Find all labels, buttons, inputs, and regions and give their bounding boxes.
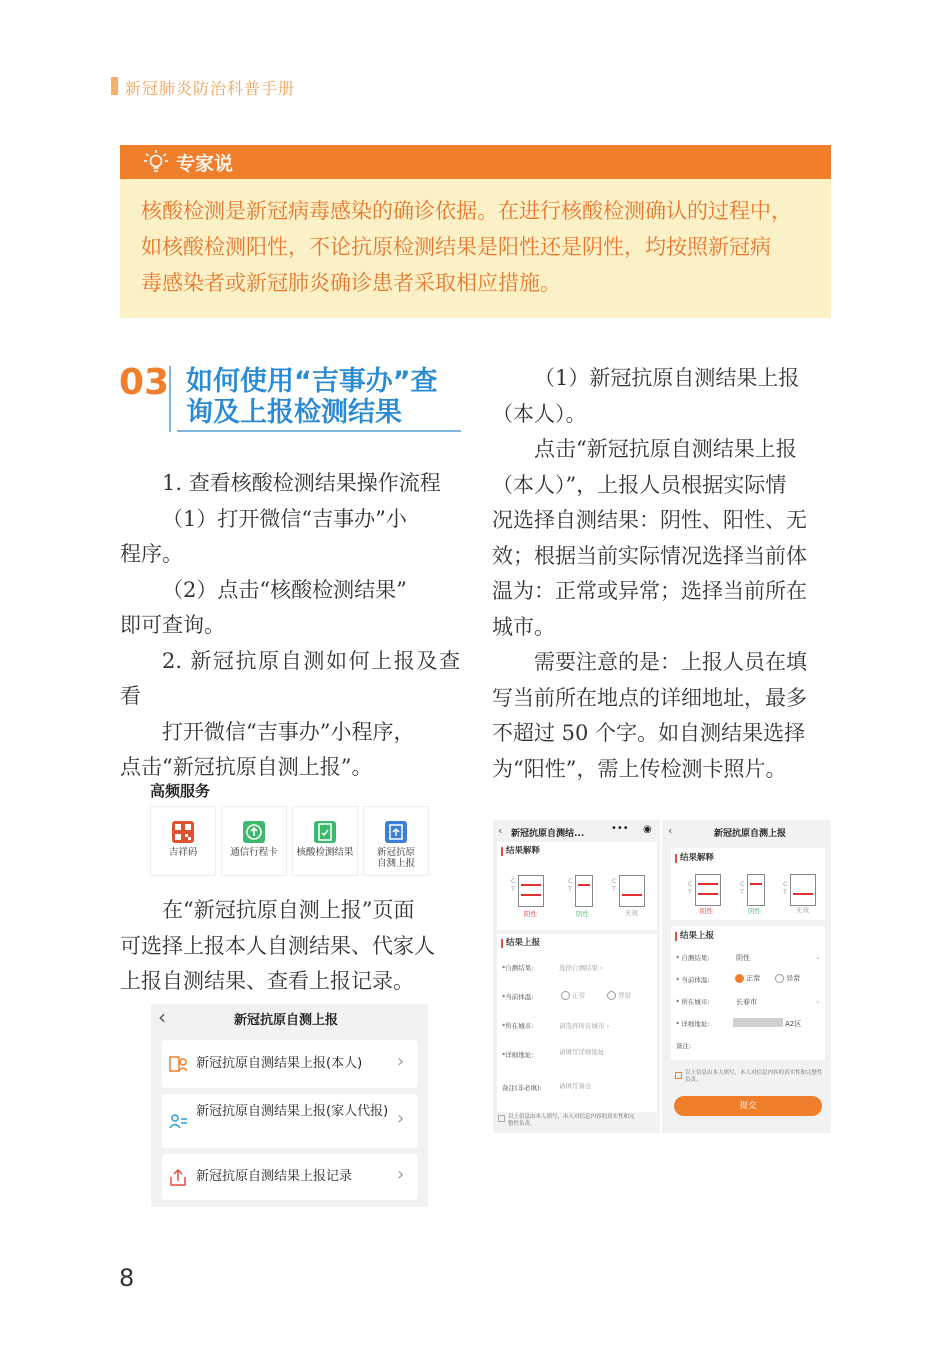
field-label: * 详细地址: xyxy=(676,1020,710,1028)
chevron-down-icon: ⌄ xyxy=(815,953,821,961)
service-tile-label: 新冠抗原 自测上报 xyxy=(376,847,415,869)
qr-code-icon xyxy=(171,820,195,844)
test-kit-invalid xyxy=(619,875,645,907)
kit-label: 阳性 xyxy=(524,910,537,918)
submit-button[interactable]: 提交 xyxy=(674,1096,822,1116)
field-label: 备注(非必填): xyxy=(502,1084,542,1092)
right-column-text xyxy=(492,361,831,787)
close-target-icon[interactable]: ◉ xyxy=(643,824,652,835)
running-header: 新冠肺炎防治科普手册 xyxy=(125,79,296,98)
expert-box-title: 专家说 xyxy=(176,153,234,175)
kit-label: 阴性 xyxy=(748,907,761,915)
menu-item-label: 新冠抗原自测结果上报(本人) xyxy=(196,1056,363,1071)
paragraph: 在“新冠抗原自测上报”页面 xyxy=(162,898,415,922)
paragraph: （1）打开微信“吉事办”小 xyxy=(162,506,407,531)
paragraph: （本人）”，上报人员根据实际情 xyxy=(492,472,787,497)
test-kit-positive xyxy=(518,875,544,907)
form-screen-b xyxy=(662,820,831,1133)
upload-record-icon xyxy=(168,1167,188,1187)
paragraph: 2. 新冠抗原自测如何上报及查看 xyxy=(120,648,460,708)
kit-label: 无效 xyxy=(625,909,638,917)
services-title: 高频服务 xyxy=(150,782,211,800)
service-tile-label: 吉祥码 xyxy=(168,847,198,858)
kit-label: 阳性 xyxy=(700,907,713,915)
temp-abnormal-radio[interactable]: 异常 xyxy=(607,991,631,1000)
arrow-up-circle-icon xyxy=(242,820,266,844)
paragraph: （2）点击“核酸检测结果” xyxy=(162,577,407,602)
menu-item-label: 新冠抗原自测结果上报(家人代报) xyxy=(196,1104,389,1119)
test-kit-negative xyxy=(747,874,765,906)
paragraph: 况选择自测结果：阴性、阳性、无 xyxy=(492,508,807,532)
back-chevron-icon[interactable]: ‹ xyxy=(158,1005,166,1029)
paragraph: 1. 查看核酸检测结果操作流程 xyxy=(162,471,441,495)
field-label: 备注: xyxy=(676,1042,692,1050)
service-tile-label: 核酸检测结果 xyxy=(296,847,354,858)
address-input[interactable]: A2区 xyxy=(785,1020,802,1028)
paragraph: 效；根据当前实际情况选择当前体 xyxy=(492,543,807,568)
field-label: *当前体温: xyxy=(502,993,534,1001)
menu-screen-title: 新冠抗原自测上报 xyxy=(234,1013,339,1028)
service-tile-antigen-report[interactable] xyxy=(363,806,429,876)
address-input[interactable]: 请填写详细地址 xyxy=(559,1048,605,1056)
explain-title: 结果解释 xyxy=(675,854,714,863)
field-label: * 所在城市: xyxy=(676,998,710,1006)
report-section xyxy=(497,934,657,1112)
menu-item-label: 新冠抗原自测结果上报记录 xyxy=(196,1169,353,1184)
paragraph: 城市。 xyxy=(492,614,555,639)
explain-section: 结果解释 C T 阳性 C T 阴性 C T 无效 xyxy=(671,848,825,920)
field-label: *所在城市: xyxy=(502,1022,534,1030)
consent-checkbox[interactable] xyxy=(498,1115,505,1122)
back-chevron-icon[interactable]: ‹ xyxy=(668,824,673,837)
chevron-right-icon: › xyxy=(397,1108,405,1129)
paragraph: 需要注意的是：上报人员在填 xyxy=(534,650,807,674)
city-select[interactable]: 长春市 xyxy=(736,998,757,1006)
temp-abnormal-radio[interactable]: 异常 xyxy=(775,974,800,984)
paragraph: 点击“新冠抗原自测结果上报 xyxy=(534,437,797,461)
consent-text: 以上信息由本人填写，本人对信息内容的真实性和完整性负责。 xyxy=(685,1070,823,1083)
back-chevron-icon[interactable]: ‹ xyxy=(498,824,503,837)
service-tile-label: 通信行程卡 xyxy=(230,847,278,858)
field-label: * 自测结果: xyxy=(676,954,710,962)
form-a-title: 新冠抗原自测结... xyxy=(511,829,585,839)
explain-section: 结果解释 C T 阳性 C T 阴性 C T 无效 xyxy=(497,842,657,930)
upload-report-icon xyxy=(384,820,408,844)
paragraph: 为“阳性”，需上传检测卡照片。 xyxy=(492,756,787,781)
temp-normal-radio[interactable]: 正常 xyxy=(735,974,760,984)
form-b-title: 新冠抗原自测上报 xyxy=(714,829,787,839)
service-tile-travel-card[interactable] xyxy=(221,806,287,876)
lightbulb-icon xyxy=(142,148,170,176)
field-label: *自测结果: xyxy=(502,964,534,972)
paragraph: （本人）。 xyxy=(492,401,587,426)
paragraph: （1）新冠抗原自测结果上报 xyxy=(534,366,800,390)
consent-text: 以上信息由本人填写，本人对信息内容的真实性和完整性负责。 xyxy=(508,1114,635,1127)
chevron-right-icon: › xyxy=(397,1051,405,1072)
section-title: 如何使用“吉事办”查 询及上报检测结果 xyxy=(186,366,438,428)
field-label: *详细地址: xyxy=(502,1051,534,1059)
temp-normal-radio[interactable]: 正常 xyxy=(561,991,585,1000)
header-accent-bar xyxy=(111,77,118,95)
kit-label: 阴性 xyxy=(576,910,589,918)
paragraph: 上报自测结果、查看上报记录。 xyxy=(120,969,414,993)
chevron-down-icon: ⌄ xyxy=(815,997,821,1005)
paragraph: 即可查询。 xyxy=(120,613,225,637)
consent-checkbox[interactable] xyxy=(675,1072,682,1079)
service-tile-nucleic-result[interactable] xyxy=(292,806,358,876)
page-number: 8 xyxy=(119,1264,135,1292)
test-kit-positive xyxy=(695,874,721,906)
report-title: 结果上报 xyxy=(675,932,714,941)
left-column-top xyxy=(120,466,460,786)
paragraph: 写当前所在地点的详细地址，最多 xyxy=(492,685,807,710)
city-select[interactable]: 请选择所在城市 › xyxy=(559,1022,610,1030)
family-report-icon xyxy=(168,1111,188,1131)
chevron-right-icon: › xyxy=(397,1164,405,1185)
kit-label: 无效 xyxy=(796,906,809,914)
report-section xyxy=(671,926,825,1060)
left-column-bottom xyxy=(120,893,460,1000)
paragraph: 可选择上报本人自测结果、代家人 xyxy=(120,933,435,958)
expert-box-text: 核酸检测是新冠病毒感染的确诊依据。在进行核酸检测确认的过程中， 如核酸检测阳性，不论抗原检测结果是阳性还是阴性，均按照新冠病 毒感染者或新冠肺炎确诊患者采取相应措施。 xyxy=(141,199,792,295)
paragraph: 程序。 xyxy=(120,542,183,566)
result-select[interactable]: 阴性 xyxy=(736,954,750,962)
redacted-address xyxy=(733,1018,783,1027)
section-number: 03 xyxy=(119,362,170,403)
explain-title: 结果解释 xyxy=(501,847,540,856)
section-divider xyxy=(169,366,171,432)
service-tile-jixiang-code[interactable] xyxy=(150,806,216,876)
form-screen-a xyxy=(493,820,660,1133)
section-underline xyxy=(177,430,461,432)
paragraph: 不超过 50 个字。如自测结果选择 xyxy=(492,721,806,745)
result-select[interactable]: 选择自测结果 › xyxy=(559,964,603,972)
more-menu-icon[interactable]: ••• xyxy=(611,823,629,834)
paragraph: 点击“新冠抗原自测上报”。 xyxy=(120,755,373,779)
paragraph: 打开微信“吉事办”小程序， xyxy=(162,719,415,744)
person-report-icon xyxy=(168,1054,188,1074)
test-kit-negative xyxy=(575,875,593,907)
note-input[interactable]: 请填写备注 xyxy=(559,1082,592,1090)
field-label: * 当前体温: xyxy=(676,976,710,984)
test-report-icon xyxy=(313,820,337,844)
report-title: 结果上报 xyxy=(501,939,540,948)
paragraph: 温为：正常或异常；选择当前所在 xyxy=(492,579,807,603)
test-kit-invalid xyxy=(790,874,816,906)
